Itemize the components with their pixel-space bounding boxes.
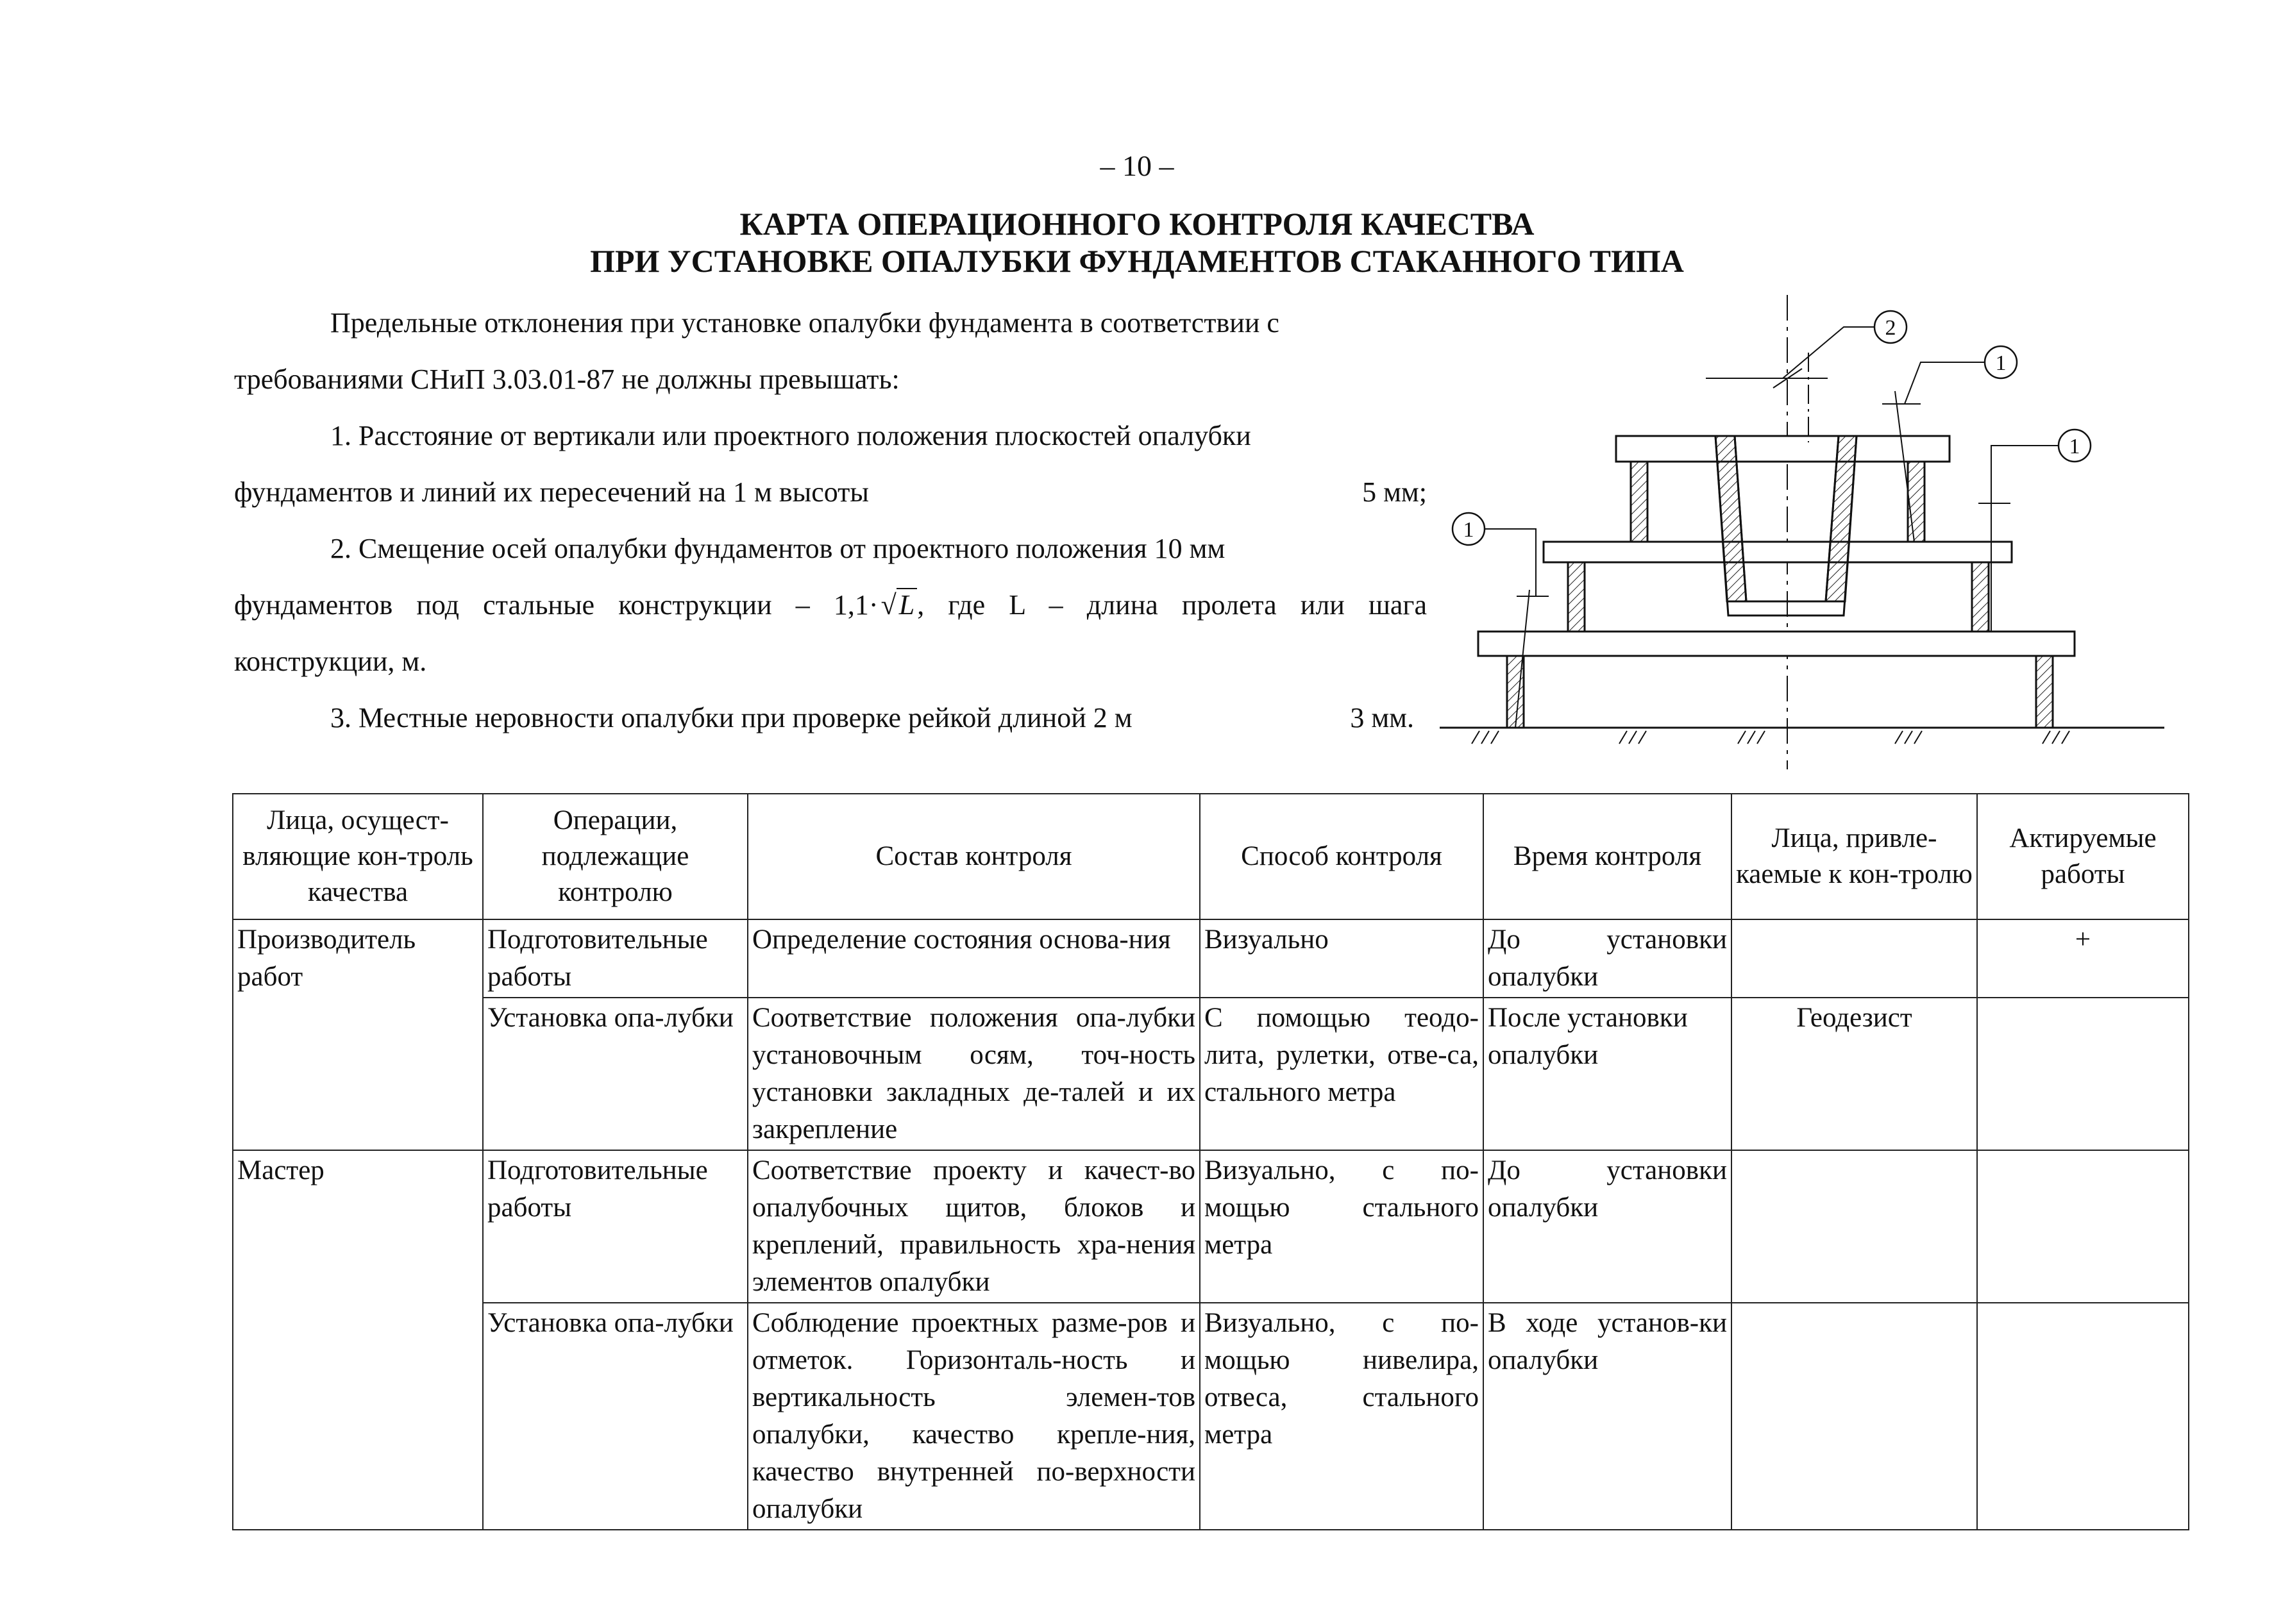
acted-cell: + (1977, 919, 2189, 998)
item2-line-3: конструкции, м. (234, 646, 427, 677)
involved-cell (1731, 919, 1977, 998)
method-cell: Визуально, с по-мощью нивелира, отвеса, стального метра (1200, 1303, 1483, 1530)
callout-label-1a: 1 (1995, 351, 2007, 375)
post-mid-left (1568, 562, 1585, 632)
sqrt-radicand: L (897, 588, 917, 621)
involved-cell (1731, 1150, 1977, 1303)
post-bot-right (2036, 656, 2053, 728)
bottom-board (1478, 632, 2075, 656)
formwork-diagram (1433, 295, 2187, 773)
person-cell: Производитель работ (233, 919, 483, 1150)
involved-cell (1731, 1303, 1977, 1530)
item3-text: 3. Местные неровности опалубки при проверке рейкой длиной 2 м (330, 702, 1133, 733)
acted-cell (1977, 998, 2189, 1150)
acted-cell (1977, 1150, 2189, 1303)
quality-control-table (232, 793, 2189, 1530)
item1-text: фундаментов и линий их пересечений на 1 м высоты (234, 476, 869, 508)
table-header-row (233, 794, 2189, 919)
requirements-text (234, 295, 1427, 746)
header-cell: Актируемые работы (1977, 794, 2189, 919)
post-mid-right (1972, 562, 1989, 632)
item3-value: 3 мм. (1350, 702, 1414, 733)
title-line-2: ПРИ УСТАНОВКЕ ОПАЛУБКИ ФУНДАМЕНТОВ СТАКАННОГО ТИПА (590, 243, 1684, 279)
title-line-1: КАРТА ОПЕРАЦИОННОГО КОНТРОЛЯ КАЧЕСТВА (739, 206, 1535, 242)
item1-line-1: 1. Расстояние от вертикали или проектного положения плоскостей опалубки (330, 420, 1251, 451)
sqrt-symbol: √L (879, 577, 918, 633)
header-cell: Лица, осущест-вляющие кон-троль качества (233, 794, 483, 919)
table-row (233, 1150, 2189, 1303)
item1-line-2 (234, 464, 1427, 521)
formwork-drawing (1433, 295, 2187, 773)
item2-line-2 (234, 577, 1427, 633)
time-cell: До установки опалубки (1483, 919, 1731, 998)
header-cell: Лица, привле-каемые к кон-тролю (1731, 794, 1977, 919)
header-cell: Состав контроля (748, 794, 1200, 919)
header-cell: Время контроля (1483, 794, 1731, 919)
leader-1-left (1485, 529, 1536, 596)
time-cell: До установки опалубки (1483, 1150, 1731, 1303)
middle-board (1544, 542, 2012, 562)
time-cell: После установки опалубки (1483, 998, 1731, 1150)
person-cell: Мастер (233, 1150, 483, 1530)
leader-1-right (1991, 446, 2059, 503)
item2-text-b: , где L – длина пролета или шага (917, 589, 1427, 621)
time-cell: В ходе установ-ки опалубки (1483, 1303, 1731, 1530)
composition-cell: Соблюдение проектных разме-ров и отметок. Горизонталь-ность и вертикальность элемен-тов опалубки, качество крепле-ния, качество внутренней по-верхности опалубки (748, 1303, 1200, 1530)
item1-value: 5 мм; (1362, 476, 1427, 508)
header-cell: Способ контроля (1200, 794, 1483, 919)
intro-line-1: Предельные отклонения при установке опалубки фундамента в соответствии с (330, 307, 1279, 339)
table-row (233, 998, 2189, 1150)
top-board (1616, 436, 1950, 462)
involved-cell: Геодезист (1731, 998, 1977, 1150)
header-cell: Операции, подлежащие контролю (483, 794, 748, 919)
item2-text-a: фундаментов под стальные конструкции – 1,1· (234, 589, 879, 621)
page-number: – 10 – (1100, 149, 1174, 182)
item2-line-1: 2. Смещение осей опалубки фундаментов от проектного положения 10 мм (330, 533, 1225, 564)
callout-label-1b: 1 (2069, 435, 2080, 458)
method-cell: Визуально, с по-мощью стального метра (1200, 1150, 1483, 1303)
leader-2 (1783, 327, 1874, 378)
table-row (233, 1303, 2189, 1530)
callout-label-2: 2 (1885, 316, 1896, 340)
post-top-left (1631, 462, 1647, 542)
operation-cell: Подготовительные работы (483, 1150, 748, 1303)
item3-line (234, 690, 1427, 746)
post-top-right (1908, 462, 1924, 542)
callout-label-1c: 1 (1463, 518, 1474, 542)
operation-cell: Установка опа-лубки (483, 1303, 748, 1530)
composition-cell: Соответствие положения опа-лубки установочным осям, точ-ность установки закладных де-талей и их закрепление (748, 998, 1200, 1150)
composition-cell: Определение состояния основа-ния (748, 919, 1200, 998)
composition-cell: Соответствие проекту и качест-во опалубочных щитов, блоков и креплений, правильность хра-нения элементов опалубки (748, 1150, 1200, 1303)
intro-line-2: требованиями СНиП 3.03.01-87 не должны превышать: (234, 364, 900, 395)
acted-cell (1977, 1303, 2189, 1530)
operation-cell: Установка опа-лубки (483, 998, 748, 1150)
leader-1-top (1905, 362, 1985, 404)
operation-cell: Подготовительные работы (483, 919, 748, 998)
method-cell: Визуально (1200, 919, 1483, 998)
table-row (233, 919, 2189, 998)
method-cell: С помощью теодо-лита, рулетки, отве-са, стального метра (1200, 998, 1483, 1150)
